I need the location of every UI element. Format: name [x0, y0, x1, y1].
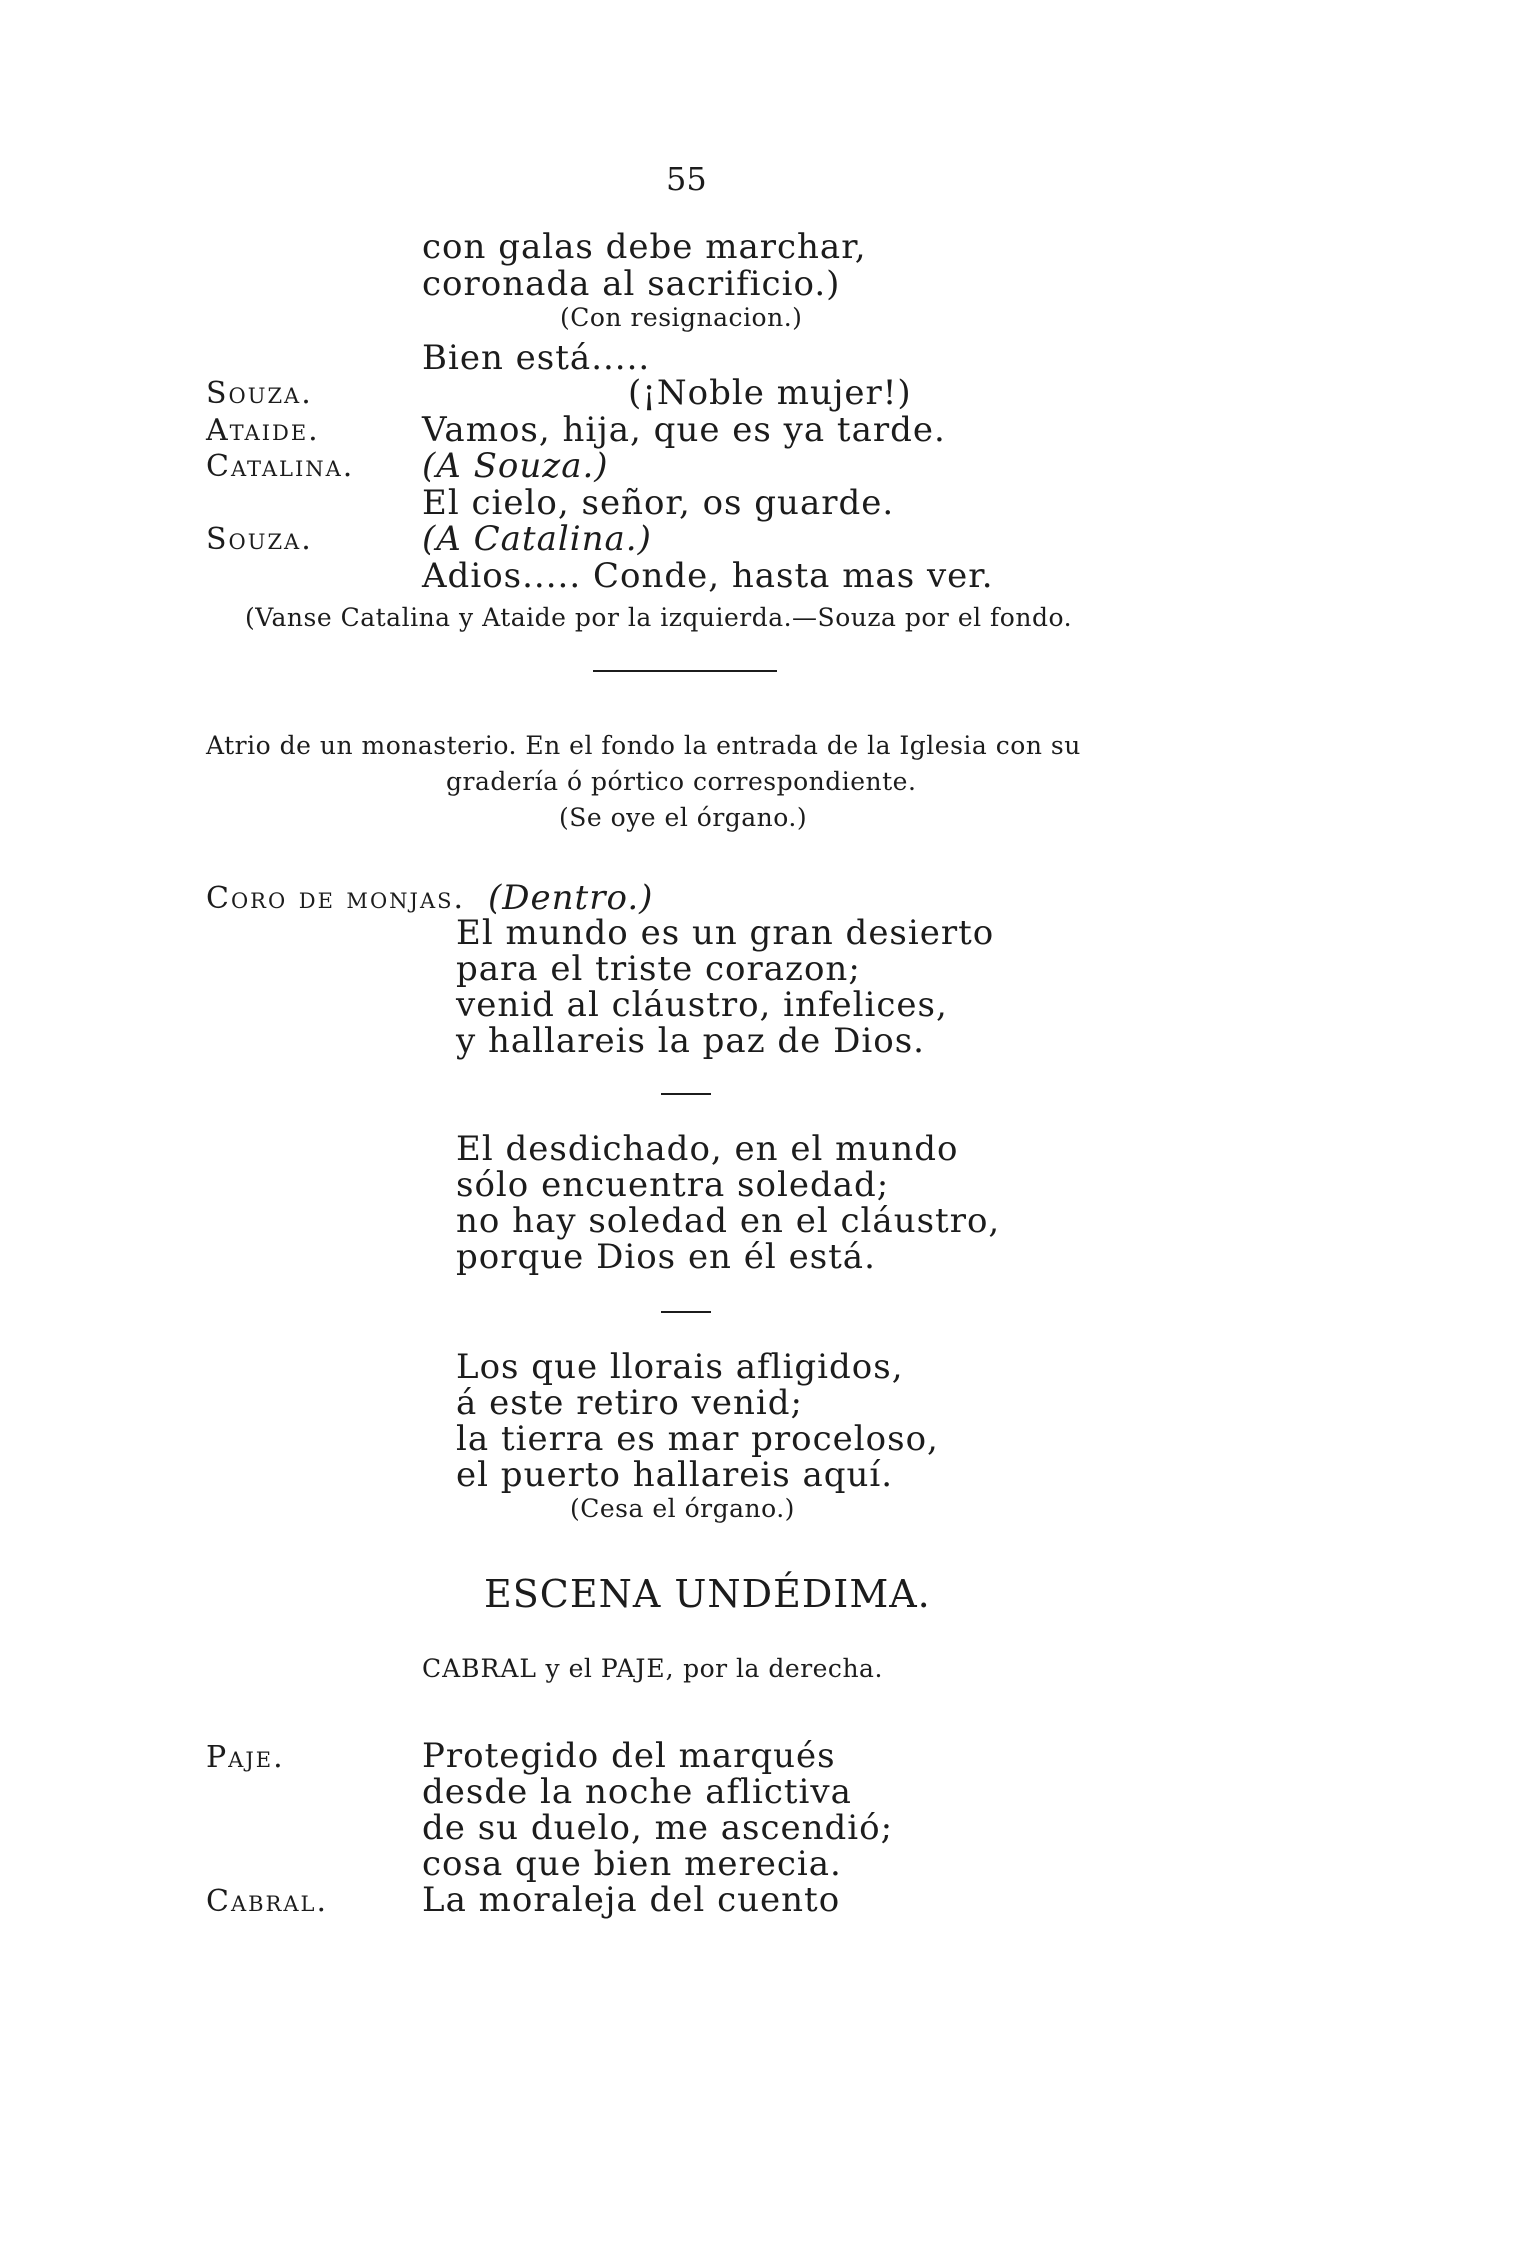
speaker-ataide: Ataide.	[206, 413, 320, 448]
stage-direction: (Cesa el órgano.)	[570, 1494, 795, 1523]
verse-line: cosa que bien merecia.	[422, 1844, 842, 1884]
verse-line: para el triste corazon;	[456, 949, 861, 989]
verse-line: desde la noche aflictiva	[422, 1772, 852, 1812]
stanza-divider	[661, 1311, 711, 1313]
cast-cabral: CABRAL	[422, 1654, 538, 1683]
verse-line: venid al cláustro, infelices,	[456, 985, 948, 1025]
verse-line: La moraleja del cuento	[422, 1880, 841, 1920]
aside-direction: (A Souza.)	[422, 446, 609, 486]
verse-line: El cielo, señor, os guarde.	[422, 483, 895, 523]
speaker-catalina: Catalina.	[206, 449, 355, 484]
speaker-souza: Souza.	[206, 522, 313, 557]
stage-direction: (Con resignacion.)	[560, 303, 803, 332]
verse-line: Vamos, hija, que es ya tarde.	[422, 410, 946, 450]
speaker-souza: Souza.	[206, 376, 313, 411]
cast-side: por la derecha.	[683, 1654, 883, 1683]
scene-cast	[422, 1656, 883, 1681]
scene-setting-line: Atrio de un monasterio. En el fondo la entrada de la Iglesia con su	[206, 731, 1081, 760]
verse-line: coronada al sacrificio.)	[422, 264, 841, 304]
verse-line: (¡Noble mujer!)	[628, 373, 912, 413]
page-number: 55	[666, 160, 707, 198]
verse-line: la tierra es mar proceloso,	[456, 1419, 939, 1459]
verse-line: El mundo es un gran desierto	[456, 913, 995, 953]
aside-direction: (A Catalina.)	[422, 519, 652, 559]
verse-line: y hallareis la paz de Dios.	[456, 1021, 925, 1061]
aside-direction: (Dentro.)	[488, 878, 654, 918]
verse-line: Protegido del marqués	[422, 1736, 836, 1776]
stanza-divider	[661, 1093, 711, 1095]
verse-line: El desdichado, en el mundo	[456, 1129, 959, 1169]
speaker-cabral: Cabral.	[206, 1884, 329, 1919]
verse-line: no hay soledad en el cláustro,	[456, 1201, 1001, 1241]
scene-heading: ESCENA UNDÉDIMA.	[484, 1572, 931, 1616]
verse-line: de su duelo, me ascendió;	[422, 1808, 894, 1848]
verse-line: con galas debe marchar,	[422, 227, 867, 267]
verse-line: sólo encuentra soledad;	[456, 1165, 890, 1205]
verse-line: el puerto hallareis aquí.	[456, 1455, 894, 1495]
stage-direction: (Vanse Catalina y Ataide por la izquierda.—Souza por el fondo.	[245, 603, 1073, 632]
speaker-paje: Paje.	[206, 1740, 285, 1775]
cast-connector: y el	[545, 1654, 593, 1683]
cast-paje: PAJE,	[600, 1654, 675, 1683]
verse-line: Los que llorais afligidos,	[456, 1347, 904, 1387]
verse-line: Adios..... Conde, hasta mas ver.	[422, 556, 994, 596]
section-divider	[593, 670, 777, 672]
verse-line: á este retiro venid;	[456, 1383, 804, 1423]
scene-setting-line: gradería ó pórtico correspondiente.	[446, 767, 917, 796]
stage-direction: (Se oye el órgano.)	[559, 803, 808, 832]
speaker-coro: Coro de monjas.	[206, 881, 466, 916]
verse-line: Bien está.....	[422, 338, 651, 378]
verse-line: porque Dios en él está.	[456, 1237, 876, 1277]
